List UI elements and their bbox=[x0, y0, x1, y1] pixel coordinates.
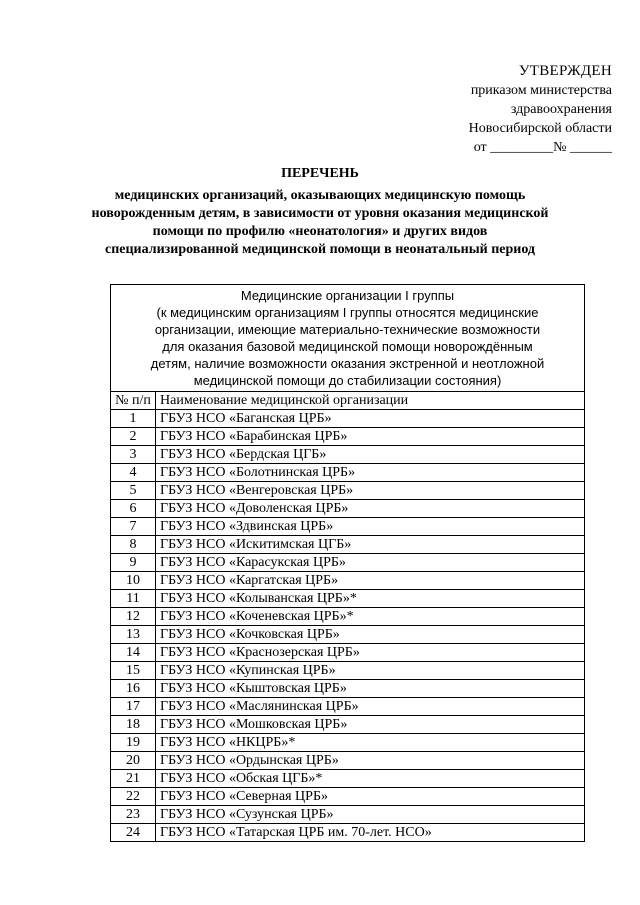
table-row bbox=[111, 824, 585, 842]
row-organization-name: ГБУЗ НСО «Купинская ЦРБ» bbox=[156, 662, 585, 680]
group-desc-line: детям, наличие возможности оказания экстренной и неотложной bbox=[150, 356, 545, 371]
title-line: помощи по профилю «неонатология» и других видов bbox=[152, 224, 488, 239]
row-organization-name: ГБУЗ НСО «Коченевская ЦРБ»* bbox=[156, 608, 585, 626]
table-row bbox=[111, 626, 585, 644]
row-organization-name: ГБУЗ НСО «Татарская ЦРБ им. 70-лет. НСО» bbox=[156, 824, 585, 842]
row-organization-name: ГБУЗ НСО «Доволенская ЦРБ» bbox=[156, 500, 585, 518]
row-number: 23 bbox=[111, 806, 156, 824]
column-header-row bbox=[111, 392, 585, 410]
table-row bbox=[111, 770, 585, 788]
row-number: 9 bbox=[111, 554, 156, 572]
row-number: 2 bbox=[111, 428, 156, 446]
row-number: 1 bbox=[111, 410, 156, 428]
row-number: 7 bbox=[111, 518, 156, 536]
row-number: 20 bbox=[111, 752, 156, 770]
row-number: 13 bbox=[111, 626, 156, 644]
table-row bbox=[111, 716, 585, 734]
approval-line: Новосибирской области bbox=[468, 121, 612, 136]
row-number: 8 bbox=[111, 536, 156, 554]
group-desc-line: организации, имеющие материально-технические возможности bbox=[154, 322, 541, 337]
row-number: 3 bbox=[111, 446, 156, 464]
document-title bbox=[0, 165, 640, 259]
approval-line: приказом министерства bbox=[470, 83, 612, 98]
table-row bbox=[111, 536, 585, 554]
approval-line: здравоохранения bbox=[510, 102, 612, 117]
table-row bbox=[111, 644, 585, 662]
table-row bbox=[111, 572, 585, 590]
approval-date-line: от _________№ ______ bbox=[473, 140, 612, 155]
organizations-table bbox=[110, 284, 585, 842]
table-row bbox=[111, 410, 585, 428]
row-number: 4 bbox=[111, 464, 156, 482]
row-organization-name: ГБУЗ НСО «Барабинская ЦРБ» bbox=[156, 428, 585, 446]
row-number: 19 bbox=[111, 734, 156, 752]
row-number: 21 bbox=[111, 770, 156, 788]
row-number: 18 bbox=[111, 716, 156, 734]
row-number: 24 bbox=[111, 824, 156, 842]
title-line: новорожденным детям, в зависимости от уровня оказания медицинской bbox=[91, 206, 549, 221]
table-row bbox=[111, 662, 585, 680]
row-number: 16 bbox=[111, 680, 156, 698]
row-organization-name: ГБУЗ НСО «Северная ЦРБ» bbox=[156, 788, 585, 806]
row-number: 11 bbox=[111, 590, 156, 608]
row-number: 14 bbox=[111, 644, 156, 662]
group-desc-line: (к медицинским организациям I группы относятся медицинские bbox=[156, 305, 539, 320]
row-organization-name: ГБУЗ НСО «Колыванская ЦРБ»* bbox=[156, 590, 585, 608]
table-row bbox=[111, 734, 585, 752]
table-row bbox=[111, 698, 585, 716]
row-organization-name: ГБУЗ НСО «Мошковская ЦРБ» bbox=[156, 716, 585, 734]
row-organization-name: ГБУЗ НСО «Венгеровская ЦРБ» bbox=[156, 482, 585, 500]
row-organization-name: ГБУЗ НСО «Каргатская ЦРБ» bbox=[156, 572, 585, 590]
table-row bbox=[111, 446, 585, 464]
group-desc-line: медицинской помощи до стабилизации состояния) bbox=[193, 373, 502, 388]
row-organization-name: ГБУЗ НСО «НКЦРБ»* bbox=[156, 734, 585, 752]
row-number: 15 bbox=[111, 662, 156, 680]
title-main: ПЕРЕЧЕНЬ bbox=[281, 166, 359, 181]
approval-stamp bbox=[469, 62, 612, 157]
row-organization-name: ГБУЗ НСО «Кыштовская ЦРБ» bbox=[156, 680, 585, 698]
column-header-name: Наименование медицинской организации bbox=[156, 392, 585, 410]
row-organization-name: ГБУЗ НСО «Болотнинская ЦРБ» bbox=[156, 464, 585, 482]
row-organization-name: ГБУЗ НСО «Ордынская ЦРБ» bbox=[156, 752, 585, 770]
row-organization-name: ГБУЗ НСО «Кочковская ЦРБ» bbox=[156, 626, 585, 644]
table-row bbox=[111, 482, 585, 500]
table-row bbox=[111, 680, 585, 698]
group-title: Медицинские организации I группы bbox=[240, 288, 455, 303]
title-line: медицинских организаций, оказывающих медицинскую помощь bbox=[114, 188, 526, 203]
row-organization-name: ГБУЗ НСО «Баганская ЦРБ» bbox=[156, 410, 585, 428]
table-row bbox=[111, 806, 585, 824]
group-desc-line: для оказания базовой медицинской помощи новорождённым bbox=[162, 339, 533, 354]
table-row bbox=[111, 554, 585, 572]
table-row bbox=[111, 788, 585, 806]
row-organization-name: ГБУЗ НСО «Обская ЦГБ»* bbox=[156, 770, 585, 788]
table-row bbox=[111, 518, 585, 536]
title-line: специализированной медицинской помощи в неонатальный период bbox=[104, 242, 536, 257]
row-organization-name: ГБУЗ НСО «Бердская ЦГБ» bbox=[156, 446, 585, 464]
row-number: 12 bbox=[111, 608, 156, 626]
table-row bbox=[111, 608, 585, 626]
row-organization-name: ГБУЗ НСО «Здвинская ЦРБ» bbox=[156, 518, 585, 536]
row-number: 6 bbox=[111, 500, 156, 518]
approval-heading: УТВЕРЖДЕН bbox=[518, 63, 612, 79]
row-number: 17 bbox=[111, 698, 156, 716]
row-number: 10 bbox=[111, 572, 156, 590]
row-number: 22 bbox=[111, 788, 156, 806]
row-organization-name: ГБУЗ НСО «Краснозерская ЦРБ» bbox=[156, 644, 585, 662]
column-header-number: № п/п bbox=[111, 392, 156, 410]
row-organization-name: ГБУЗ НСО «Карасукская ЦРБ» bbox=[156, 554, 585, 572]
table-row bbox=[111, 752, 585, 770]
table-row bbox=[111, 428, 585, 446]
row-organization-name: ГБУЗ НСО «Сузунская ЦРБ» bbox=[156, 806, 585, 824]
table-row bbox=[111, 464, 585, 482]
table-row bbox=[111, 500, 585, 518]
row-organization-name: ГБУЗ НСО «Маслянинская ЦРБ» bbox=[156, 698, 585, 716]
group-header-row bbox=[111, 285, 585, 392]
row-number: 5 bbox=[111, 482, 156, 500]
table-row bbox=[111, 590, 585, 608]
group-header-cell bbox=[111, 285, 585, 392]
row-organization-name: ГБУЗ НСО «Искитимская ЦГБ» bbox=[156, 536, 585, 554]
